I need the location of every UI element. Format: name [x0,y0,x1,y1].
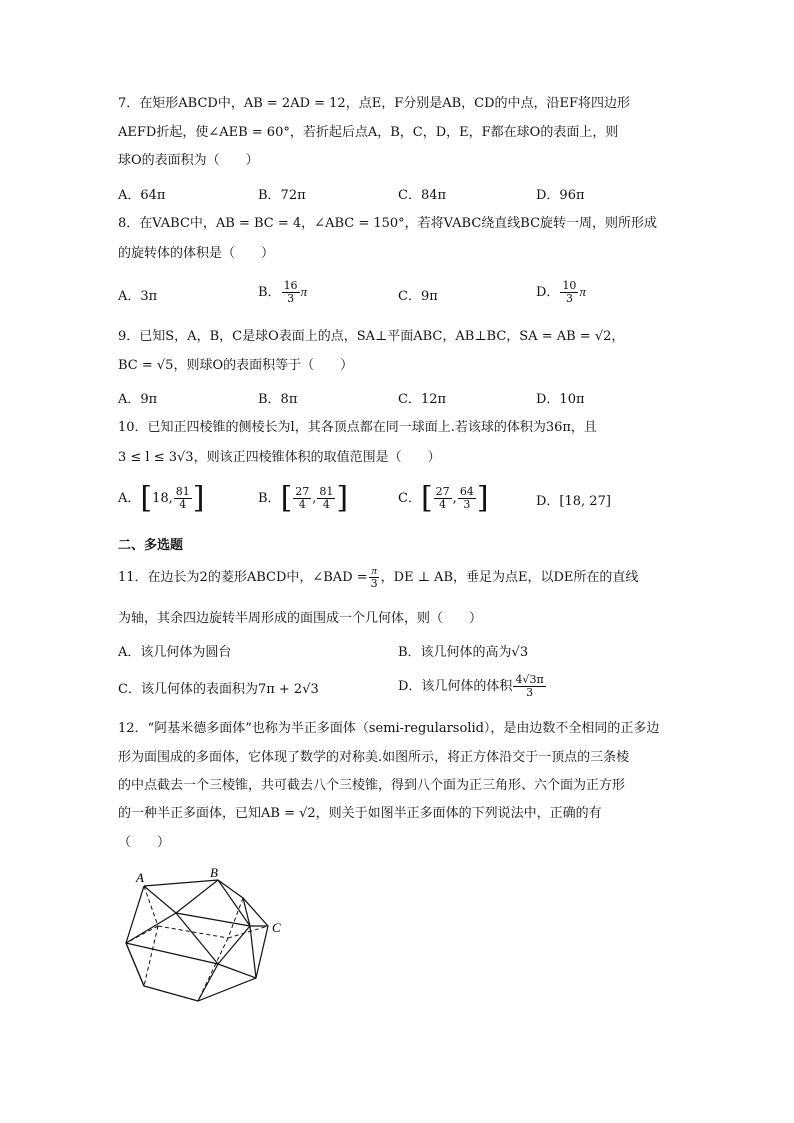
q7-option-d: D．96π [536,188,585,203]
q7-option-b: B．72π [258,188,306,203]
vertex-label-a: A [136,870,144,885]
q10-option-d: D．[18, 27] [536,494,611,509]
q8-option-b: B． $\frac{16}{3}$ π [258,279,308,305]
cuboctahedron-figure [118,868,288,1018]
q8-option-c: C．9π [398,289,438,304]
q7-line-3: 球O的表面积为（ ） [118,153,259,168]
q11-line-1: 11．在边长为2的菱形ABCD中，∠BAD = $\frac{\pi}{3}$ ，DE ⊥ AB，垂足为点E，以DE所在的直线 [118,565,639,590]
q11-option-a: A．该几何体为圆台 [118,645,232,660]
q12-line-5: （ ） [118,835,171,850]
q12-line-1: 12．“阿基米德多面体”也称为半正多面体（semi-regularsolid），是由边数不全相同的正多边 [118,721,660,736]
q11-option-d: D．该几何体的体积 $\frac{4√3\pi}{3}$ [398,673,544,699]
q7-line-1: 7．在矩形ABCD中，AB = 2AD = 12，点E，F分别是AB，CD的中点，沿EF将四边形 [118,96,631,111]
q12-line-2: 形为面围成的多面体，它体现了数学的对称美.如图所示，将正方体沿交于一顶点的三条棱 [118,750,630,765]
q12-line-3: 的中点截去一个三棱锥，共可截去八个三棱锥，得到八个面为正三角形、六个面为正方形 [118,778,626,793]
q10-option-c: C．[ $\frac{27}{4}$ , $\frac{64}{3}$ ] [398,480,489,516]
q9-line-2: BC = √5，则球O的表面积等于（ ） [118,358,354,373]
q11-option-b: B．该几何体的高为√3 [398,645,529,660]
section-heading: 二、多选题 [118,538,184,553]
vertex-label-c: C [272,920,281,935]
q10-line-2: 3 ≤ l ≤ 3√3，则该正四棱锥体积的取值范围是（ ） [118,450,441,465]
q7-option-a: A．64π [118,188,166,203]
q8-line-1: 8．在VABC中，AB = BC = 4，∠ABC = 150°，若将VABC绕直线BC旋转一周，则所形成 [118,216,658,231]
q7-line-2: AEFD折起，使∠AEB = 60°，若折起后点A，B，C，D，E，F都在球O的表面上，则 [118,125,619,140]
vertex-label-b: B [210,868,218,880]
q9-line-1: 9．已知S，A，B，C是球O表面上的点，SA⊥平面ABC，AB⊥BC，SA = AB = √2， [118,329,625,344]
q9-option-b: B．8π [258,392,298,407]
q11-line-2: 为轴，其余四边旋转半周形成的面围成一个几何体，则（ ） [118,611,483,626]
q10-option-a: A．[18, $\frac{81}{4}$ ] [118,480,205,516]
q10-line-1: 10．已知正四棱锥的侧棱长为l，其各顶点都在同一球面上.若该球的体积为36π，且 [118,420,597,435]
q9-option-d: D．10π [536,392,585,407]
q9-option-a: A．9π [118,392,158,407]
q7-option-c: C．84π [398,188,447,203]
q12-line-4: 的一种半正多面体，已知AB = √2，则关于如图半正多面体的下列说法中，正确的有 [118,806,602,821]
q11-option-c: C．该几何体的表面积为7π + 2√3 [118,682,319,697]
q10-option-b: B．[ $\frac{27}{4}$ , $\frac{81}{4}$ ] [258,480,349,516]
q8-line-2: 的旋转体的体积是（ ） [118,246,275,261]
q8-option-a: A．3π [118,289,158,304]
q8-option-d: D． $\frac{10}{3}$ π [536,279,586,305]
q9-option-c: C．12π [398,392,447,407]
